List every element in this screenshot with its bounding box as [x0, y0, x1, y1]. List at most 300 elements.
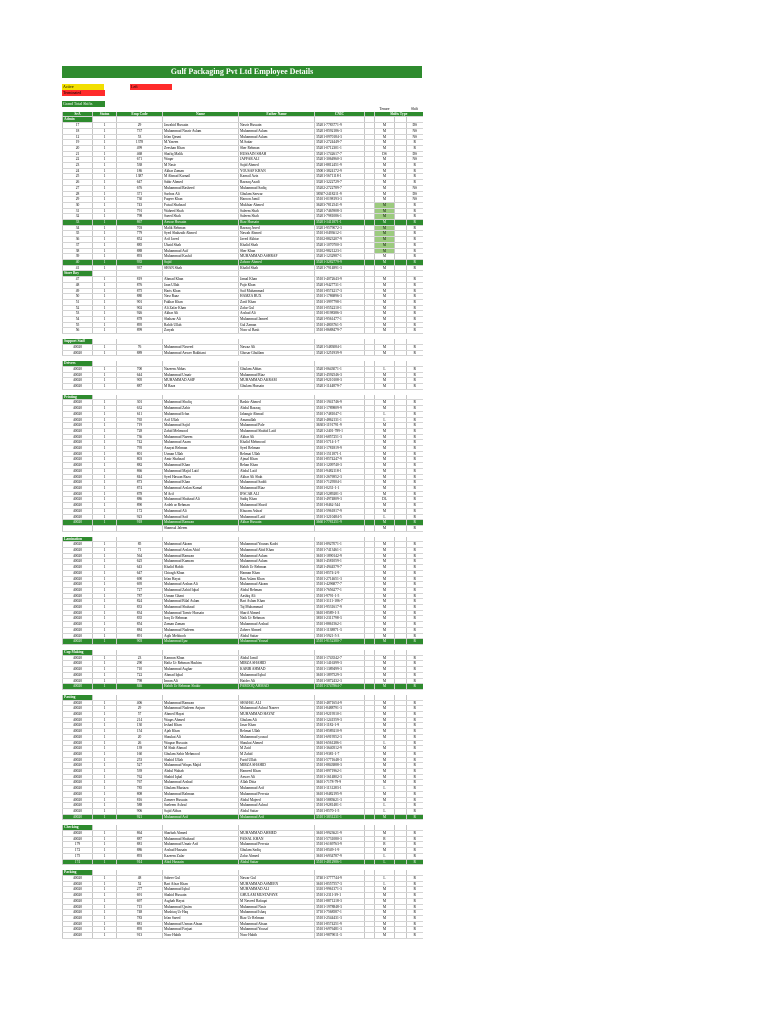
- cell-emp-code: 691: [117, 893, 163, 899]
- cell-sr: 40020: [63, 576, 93, 582]
- cell-father-name: Muhammad Ishaq: [239, 910, 315, 916]
- cell-father-name: KABIR AHMAD: [239, 667, 315, 673]
- cell-shift: DS: [407, 151, 423, 157]
- cell-cnic: 35101-1978848-3: [315, 904, 365, 910]
- cell-sr: 40020: [63, 344, 93, 350]
- cell-shift: R: [407, 451, 423, 457]
- cell-emp-code: 888: [117, 248, 163, 254]
- cell-sr: 20: [63, 145, 93, 151]
- cell-father-name: Muhammad yousaf: [239, 734, 315, 740]
- cell-tenure: M: [375, 893, 395, 899]
- cell-shift: R: [407, 887, 423, 893]
- cell-name: Muhammad Rasheed: [163, 185, 239, 191]
- cell-father-name: Amanullah: [239, 417, 315, 423]
- cell-name: Muhammad Azam: [163, 440, 239, 446]
- cell-emp-code: 301: [117, 400, 163, 406]
- cell-emp-code: 26: [117, 740, 163, 746]
- cell-sr: 40020: [63, 587, 93, 593]
- cell-father-name: Muhammad Aslam: [239, 128, 315, 134]
- cell-sr: 37: [63, 242, 93, 248]
- cell-father-name: Muhammad Riaz: [239, 486, 315, 492]
- cell-tenure: L: [375, 881, 395, 887]
- cell-father-name: Habib Ur Rehman: [239, 565, 315, 571]
- cell-name: Muhammad Arif: [163, 814, 239, 820]
- cell-cnic: 35201-9210108-3: [315, 378, 365, 384]
- cell-tenure: L: [375, 808, 395, 814]
- cell-tenure: M: [375, 384, 395, 390]
- cell-shift: NS: [407, 128, 423, 134]
- cell-emp-code: 798: [117, 214, 163, 220]
- cell-status: 1: [93, 639, 117, 645]
- cell-name: Muhammad Asif: [163, 248, 239, 254]
- cell-emp-code: 795: [117, 446, 163, 452]
- cell-tenure: M: [375, 684, 395, 690]
- cell-sr: 40020: [63, 406, 93, 412]
- cell-emp-code: 588: [117, 803, 163, 809]
- cell-father-name: Muhammad Aslam: [239, 134, 315, 140]
- cell-status: 1: [93, 282, 117, 288]
- cell-tenure: M: [375, 277, 395, 283]
- cell-name: Asghab Hayat: [163, 898, 239, 904]
- cell-tenure: M: [375, 667, 395, 673]
- cell-cnic: 35101-4871654-9: [315, 700, 365, 706]
- cell-sr: 40020: [63, 423, 93, 429]
- cell-sr: 40020: [63, 627, 93, 633]
- cell-sr: 40020: [63, 757, 93, 763]
- cell-sr: 38: [63, 248, 93, 254]
- cell-shift: R: [407, 723, 423, 729]
- cell-cnic: 35101-2676952-3: [315, 474, 365, 480]
- cell-shift: R: [407, 457, 423, 463]
- cell-tenure: M: [375, 259, 395, 265]
- cell-father-name: Syed Rehman: [239, 446, 315, 452]
- cell-name: M Raza: [163, 384, 239, 390]
- cell-father-name: Muhammad Sadiq: [239, 185, 315, 191]
- cell-emp-code: 875: [117, 288, 163, 294]
- cell-name: Muhammad Naveed: [163, 344, 239, 350]
- cell-status: 1: [93, 344, 117, 350]
- cell-sr: 48: [63, 282, 93, 288]
- cell-father-name: Zafar Gul: [239, 305, 315, 311]
- cell-father-name: FAISAL KHAN: [239, 836, 315, 842]
- cell-shift: R: [407, 350, 423, 356]
- cell-name: Muhammad Tanvir Hussain: [163, 610, 239, 616]
- cell-father-name: Zafar Ahmed: [239, 853, 315, 859]
- section-label: Printing: [63, 395, 93, 400]
- cell-status: 1: [93, 672, 117, 678]
- cell-sr: 40020: [63, 350, 93, 356]
- cell-shift: R: [407, 786, 423, 792]
- cell-father-name: Bari Aslam Khan: [239, 599, 315, 605]
- cell-shift: R: [407, 322, 423, 328]
- cell-shift: R: [407, 893, 423, 899]
- cell-emp-code: 762: [117, 774, 163, 780]
- cell-sr: 26: [63, 180, 93, 186]
- cell-shift: R: [407, 933, 423, 939]
- cell-sr: 40020: [63, 451, 93, 457]
- cell-cnic: 35101-9281481-1: [315, 803, 365, 809]
- cell-name: Muhammad Khan: [163, 463, 239, 469]
- cell-father-name: Bashir Ahmed: [239, 400, 315, 406]
- cell-name: M.Yaseen: [163, 140, 239, 146]
- cell-cnic: 37101-7568587-1: [315, 910, 365, 916]
- cell-tenure: M: [375, 468, 395, 474]
- cell-status: 1: [93, 265, 117, 271]
- cell-name: Muhammad Nasrir Aslam: [163, 128, 239, 134]
- cell-status: 1: [93, 423, 117, 429]
- cell-tenure: M: [375, 712, 395, 718]
- col-name: Name: [163, 112, 239, 117]
- cell-father-name: Muhammad Arif: [239, 786, 315, 792]
- cell-shift: R: [407, 168, 423, 174]
- cell-tenure: M: [375, 915, 395, 921]
- cell-emp-code: 468: [117, 151, 163, 157]
- cell-status: 1: [93, 163, 117, 169]
- cell-name: Jawahid Hussain: [163, 123, 239, 129]
- cell-tenure: M: [375, 423, 395, 429]
- cell-status: 1: [93, 831, 117, 837]
- cell-tenure: M: [375, 265, 395, 271]
- cell-sr: 40020: [63, 797, 93, 803]
- cell-name: Khalid Habib: [163, 565, 239, 571]
- cell-father-name: Muhammad Aslam: [239, 559, 315, 565]
- cell-status: 1: [93, 921, 117, 927]
- cell-sr: 24: [63, 168, 93, 174]
- cell-father-name: M Naveed Rafaqat: [239, 898, 315, 904]
- cell-emp-code: 833: [117, 605, 163, 611]
- cell-name: Usman Ullah: [163, 451, 239, 457]
- cell-name: Sabeer Gul: [163, 876, 239, 882]
- cell-status: 1: [93, 814, 117, 820]
- cell-sr: 40020: [63, 723, 93, 729]
- cell-emp-code: 887: [117, 384, 163, 390]
- cell-emp-code: 703: [117, 225, 163, 231]
- cell-cnic: 36101-8557557-3: [315, 881, 365, 887]
- cell-emp-code: 852: [117, 237, 163, 243]
- cell-shift: R: [407, 231, 423, 237]
- col-father-name: Father Name: [239, 112, 315, 117]
- cell-emp-code: 277: [117, 887, 163, 893]
- section-label: Lamination: [63, 537, 93, 542]
- cell-shift: R: [407, 366, 423, 372]
- cell-cnic: 35201-1070700-3: [315, 242, 365, 248]
- cell-status: 1: [93, 520, 117, 526]
- col-sr: SrA: [63, 112, 93, 117]
- cell-tenure: M: [375, 763, 395, 769]
- cell-emp-code: 798: [117, 678, 163, 684]
- cell-status: 1: [93, 700, 117, 706]
- cell-sr: 40020: [63, 508, 93, 514]
- col-cnic: CNIC: [315, 112, 365, 117]
- cell-tenure: M: [375, 328, 395, 334]
- cell-name: Waqar: [163, 157, 239, 163]
- cell-shift: NS: [407, 185, 423, 191]
- cell-tenure: M: [375, 225, 395, 231]
- cell-cnic: 35201-3064960-3: [315, 157, 365, 163]
- cell-cnic: 36203-7812541-9: [315, 202, 365, 208]
- cell-tenure: M: [375, 168, 395, 174]
- cell-father-name: Razzaq Asadi: [239, 180, 315, 186]
- cell-name: Muhammad Nadeem: [163, 627, 239, 633]
- cell-shift: R: [407, 898, 423, 904]
- cell-cnic: 35101-4296877-7: [315, 582, 365, 588]
- cell-shift: NS: [407, 134, 423, 140]
- cell-name: Usman Ghani: [163, 593, 239, 599]
- cell-shift: R: [407, 582, 423, 588]
- cell-name: Muhammad Naeem: [163, 434, 239, 440]
- cell-tenure: M: [375, 717, 395, 723]
- cell-shift: R: [407, 208, 423, 214]
- cell-father-name: MUHAMMAD ASMEEN: [239, 881, 315, 887]
- cell-tenure: M: [375, 570, 395, 576]
- cell-tenure: M: [375, 898, 395, 904]
- cell-shift: R: [407, 202, 423, 208]
- cell-cnic: 35201-0643071-1: [315, 366, 365, 372]
- cell-cnic: 35101-3997798-1: [315, 299, 365, 305]
- cell-cnic: 35201-2401-789-1: [315, 428, 365, 434]
- cell-status: 1: [93, 254, 117, 260]
- cell-tenure: M: [375, 163, 395, 169]
- cell-father-name: Pajir Khan: [239, 282, 315, 288]
- cell-cnic: 36303-1191791-9: [315, 423, 365, 429]
- cell-emp-code: 867: [117, 220, 163, 226]
- cell-name: Bari Afzar Khan: [163, 881, 239, 887]
- cell-name: Anayat Rehman: [163, 446, 239, 452]
- cell-father-name: Razzaq Javed: [239, 225, 315, 231]
- cell-name: Muhammad Rahman: [163, 791, 239, 797]
- cell-name: Muhammad Zahid Iqbal: [163, 587, 239, 593]
- cell-status: 1: [93, 599, 117, 605]
- cell-status: 1: [93, 746, 117, 752]
- cell-emp-code: 791: [117, 208, 163, 214]
- cell-cnic: 36101-1890142-9: [315, 553, 365, 559]
- cell-shift: DS: [407, 191, 423, 197]
- cell-cnic: 35101-1209740-3: [315, 463, 365, 469]
- cell-shift: R: [407, 463, 423, 469]
- cell-cnic: 35101-5771648-3: [315, 757, 365, 763]
- cell-cnic: 35101-5961817-9: [315, 508, 365, 514]
- cell-cnic: 35102-8823207-9: [315, 237, 365, 243]
- col-emp-code: Emp Code: [117, 112, 163, 117]
- cell-name: Zahid Mehmood: [163, 428, 239, 434]
- cell-name: Aqib Mehboob: [163, 633, 239, 639]
- cell-cnic: 35201-4862131-1: [315, 417, 365, 423]
- cell-tenure: M: [375, 605, 395, 611]
- cell-cnic: 35101-1511871-1: [315, 451, 365, 457]
- cell-tenure: M: [375, 780, 395, 786]
- cell-status: 1: [93, 593, 117, 599]
- cell-father-name: YOUSAF KHAN: [239, 168, 315, 174]
- cell-sr: 40020: [63, 751, 93, 757]
- cell-tenure: M: [375, 134, 395, 140]
- cell-sr: 40020: [63, 831, 93, 837]
- cell-tenure: M: [375, 406, 395, 412]
- cell-shift: R: [407, 294, 423, 300]
- cell-emp-code: 914: [117, 859, 163, 865]
- cell-tenure: M: [375, 553, 395, 559]
- cell-status: 1: [93, 180, 117, 186]
- cell-father-name: Abdul Rehman: [239, 587, 315, 593]
- cell-name: Amir Shahzad: [163, 457, 239, 463]
- cell-emp-code: 834: [117, 610, 163, 616]
- cell-status: 1: [93, 185, 117, 191]
- cell-status: 1: [93, 763, 117, 769]
- cell-tenure: M: [375, 599, 395, 605]
- cell-tenure: M: [375, 145, 395, 151]
- cell-sr: 30: [63, 202, 93, 208]
- cell-shift: R: [407, 344, 423, 350]
- cell-status: 1: [93, 140, 117, 146]
- cell-cnic: 35101-9482118-1: [315, 468, 365, 474]
- cell-sr: 40020: [63, 661, 93, 667]
- cell-emp-code: 647: [117, 180, 163, 186]
- cell-tenure: M: [375, 123, 395, 129]
- cell-status: 1: [93, 786, 117, 792]
- cell-father-name: Rehan Khan: [239, 463, 315, 469]
- cell-cnic: 35101-9531617-9: [315, 605, 365, 611]
- cell-father-name: Noor ul Basit: [239, 328, 315, 334]
- cell-cnic: 35101-9381-1-7: [315, 751, 365, 757]
- cell-sr: 40020: [63, 468, 93, 474]
- cell-shift: R: [407, 587, 423, 593]
- cell-name: Muhammad Khan: [163, 480, 239, 486]
- cell-cnic: 35101-0552210-1: [315, 305, 365, 311]
- cell-tenure: M: [375, 548, 395, 554]
- cell-status: 1: [93, 740, 117, 746]
- cell-shift: R: [407, 468, 423, 474]
- cell-sr: 40020: [63, 428, 93, 434]
- cell-name: Muhammad Arslan Kamal: [163, 486, 239, 492]
- cell-cnic: 35101-8971962-1: [315, 769, 365, 775]
- cell-status: 1: [93, 769, 117, 775]
- cell-status: 1: [93, 157, 117, 163]
- col-status: Status: [93, 112, 117, 117]
- cell-shift: R: [407, 814, 423, 820]
- cell-sr: 40020: [63, 836, 93, 842]
- cell-status: 1: [93, 191, 117, 197]
- cell-cnic: 35201-7981086-1: [315, 214, 365, 220]
- cell-tenure: L: [375, 514, 395, 520]
- cell-emp-code: 611: [117, 411, 163, 417]
- cell-status: 1: [93, 208, 117, 214]
- cell-status: 1: [93, 134, 117, 140]
- cell-sr: 172: [63, 848, 93, 854]
- cell-tenure: M: [375, 933, 395, 939]
- cell-shift: DS: [407, 123, 423, 129]
- cell-tenure: L: [375, 859, 395, 865]
- cell-cnic: 35101-4803761-5: [315, 322, 365, 328]
- cell-shift: R: [407, 616, 423, 622]
- cell-cnic: 35101-4812986-1: [315, 859, 365, 865]
- cell-emp-code: 906: [117, 808, 163, 814]
- cell-cnic: 35101-1389499-3: [315, 667, 365, 673]
- cell-tenure: L: [375, 740, 395, 746]
- cell-shift: R: [407, 305, 423, 311]
- cell-tenure: M: [375, 746, 395, 752]
- cell-shift: R: [407, 622, 423, 628]
- cell-emp-code: 885: [117, 242, 163, 248]
- spreadsheet-sheet: [62, 66, 422, 939]
- cell-sr: 40020: [63, 808, 93, 814]
- cell-tenure: M: [375, 622, 395, 628]
- cell-emp-code: 728: [117, 428, 163, 434]
- cell-tenure: M: [375, 451, 395, 457]
- cell-name: Shahid Ullah: [163, 757, 239, 763]
- cell-emp-code: 48: [117, 876, 163, 882]
- section-label: Support Staff: [63, 339, 93, 344]
- cell-emp-code: 1387: [117, 174, 163, 180]
- cell-emp-code: 690: [117, 576, 163, 582]
- tenure-header: Tenure: [379, 107, 390, 111]
- cell-tenure: M: [375, 661, 395, 667]
- cell-cnic: 36101-7178-79-9: [315, 780, 365, 786]
- cell-tenure: M: [375, 378, 395, 384]
- cell-shift: R: [407, 740, 423, 746]
- legend-shifts: Grand Total Shifts: [62, 101, 105, 107]
- cell-emp-code: 29: [117, 123, 163, 129]
- cell-emp-code: 803: [117, 457, 163, 463]
- cell-sr: 56: [63, 328, 93, 334]
- cell-cnic: 35101-9791-1-5: [315, 593, 365, 599]
- cell-status: 1: [93, 933, 117, 939]
- cell-shift: R: [407, 328, 423, 334]
- cell-tenure: R: [375, 836, 395, 842]
- cell-father-name: Muhammad Yousaf: [239, 639, 315, 645]
- cell-sr: 40020: [63, 457, 93, 463]
- cell-sr: 40020: [63, 786, 93, 792]
- section-label: Cup Making: [63, 650, 93, 655]
- cell-emp-code: 53: [117, 134, 163, 140]
- cell-father-name: GHULAM MUSTAFAYE: [239, 893, 315, 899]
- cell-name: Sajid Abbas: [163, 808, 239, 814]
- cell-status: 1: [93, 717, 117, 723]
- cell-shift: R: [407, 831, 423, 837]
- cell-status: 1: [93, 791, 117, 797]
- cell-shift: R: [407, 180, 423, 186]
- cell-cnic: 36601-7781251-9: [315, 520, 365, 526]
- cell-sr: 40020: [63, 553, 93, 559]
- cell-shift: R: [407, 428, 423, 434]
- cell-emp-code: 538: [117, 163, 163, 169]
- cell-father-name: Hameed Khan: [239, 769, 315, 775]
- cell-name: Jaan Ullah: [163, 282, 239, 288]
- cell-emp-code: 676: [117, 185, 163, 191]
- cell-father-name: Akbar Ali: [239, 434, 315, 440]
- cell-cnic: 35101-6919552-3: [315, 734, 365, 740]
- cell-shift: R: [407, 593, 423, 599]
- cell-status: 1: [93, 372, 117, 378]
- cell-tenure: M: [375, 214, 395, 220]
- cell-status: 1: [93, 237, 117, 243]
- cell-emp-code: 253: [117, 757, 163, 763]
- cell-cnic: 35101-8198386-3: [315, 311, 365, 317]
- cell-tenure: M: [375, 254, 395, 260]
- cell-father-name: Nawar Gul: [239, 876, 315, 882]
- cell-sr: 40020: [63, 639, 93, 645]
- cell-father-name: Muhammad Nasir: [239, 904, 315, 910]
- cell-status: 1: [93, 328, 117, 334]
- cell-shift: R: [407, 372, 423, 378]
- cell-father-name: Nawab Ahmed: [239, 231, 315, 237]
- cell-shift: R: [407, 639, 423, 645]
- cell-status: 1: [93, 214, 117, 220]
- cell-name: Noor Habib: [163, 933, 239, 939]
- cell-emp-code: 742: [117, 440, 163, 446]
- cell-name: Nazeem Abbas: [163, 366, 239, 372]
- cell-cnic: 35101-2311-39-1: [315, 893, 365, 899]
- cell-cnic: 35101-0493612-1: [315, 231, 365, 237]
- cell-status: 1: [93, 486, 117, 492]
